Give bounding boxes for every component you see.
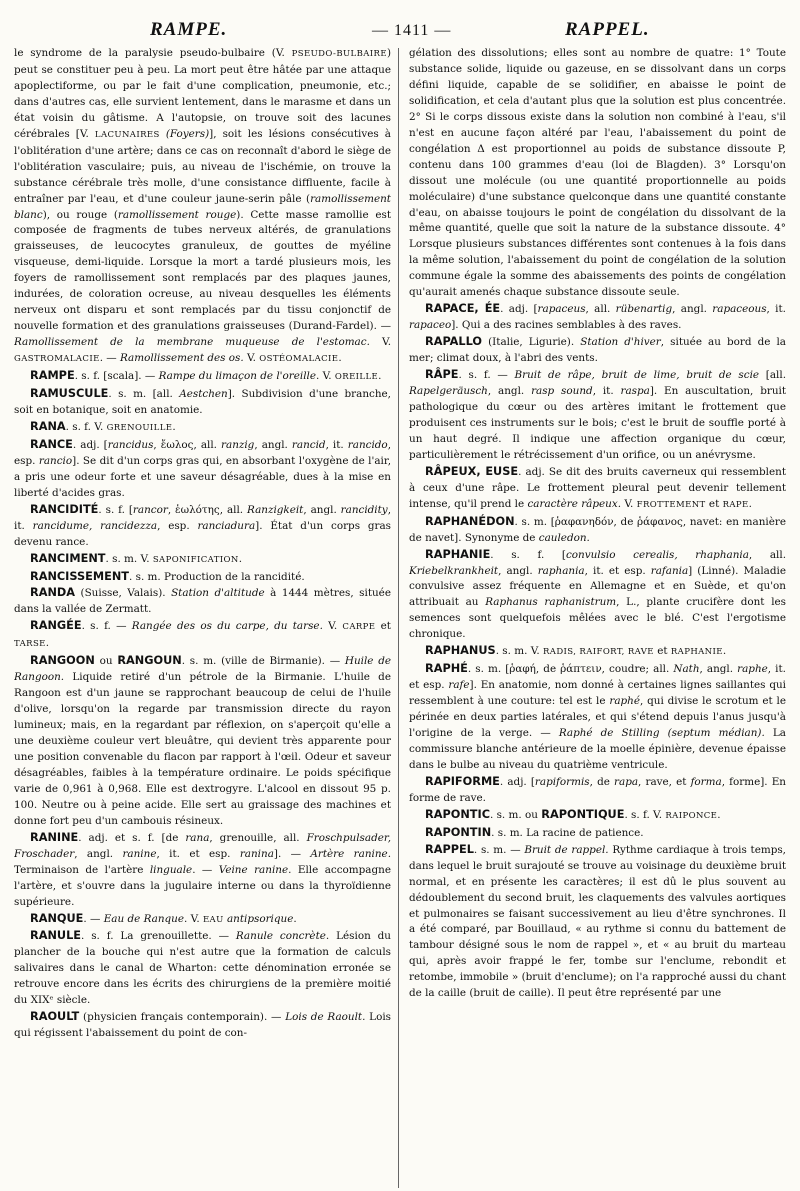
headword: RANCISSEMENT: [30, 569, 129, 583]
entry-text: FROTTEMENT: [636, 499, 706, 510]
entry-text: , ἔωλος, all.: [153, 438, 222, 451]
entry-text: RAIPONCE: [665, 810, 718, 821]
entry-text: rafe: [448, 679, 470, 692]
entry-text: , it. et esp.: [584, 564, 651, 577]
headword: RAPIFORME: [425, 774, 500, 788]
entry-text: rancid: [291, 438, 326, 451]
entry-text: La commissure blanche antérieure de la moelle épinière, devenue épaisse dans le bulbe au niveau du quatrième ventricule.: [409, 727, 786, 771]
entry-text: , all.: [748, 548, 786, 561]
entry-text: .: [172, 420, 176, 433]
entry-text: ranciadura: [197, 519, 256, 532]
entry-text: Froschpulsader, Froschader: [14, 831, 391, 860]
entry-text: Ranule concrète.: [235, 930, 330, 943]
entry-text: Aestchen: [179, 388, 228, 401]
dictionary-entry: [409, 547, 786, 644]
entry-text: . s. f. [scala]. —: [74, 370, 159, 383]
entry-text: Lois qui régissent l'abaissement du point de con-: [14, 1011, 391, 1040]
entry-text: rübenartig: [615, 303, 673, 316]
entry-text: , it.: [766, 303, 786, 316]
entry-text: ranina: [239, 847, 274, 860]
entry-text: , située au bord de la mer; climat doux, à l'abri des vents.: [409, 336, 786, 365]
entry-text: Station d'altitude: [171, 587, 265, 600]
entry-text: rapaceo: [409, 319, 452, 332]
entry-text: , angl.: [672, 303, 713, 316]
entry-text: ) peut se constituer peu à peu. La mort peut être hâtée par une attaque apoplectiforme, ou par le fait d'une complication, pneumonie, etc.; dans d'autres cas, elle survient lentement, dans le marasme et dans un état voisin du gâtisme. A l'autopsie, on trouve soit des lacunes cérébrales [V.: [14, 47, 391, 140]
left-column: [14, 46, 391, 1186]
entry-text: . s. f. V.: [624, 808, 666, 821]
headword: RANCE: [30, 437, 73, 451]
entry-text: RADIS, RAIFORT, RAVE: [542, 647, 654, 658]
entry-text: , it. et esp.: [156, 847, 240, 860]
entry-text: rasp sound: [531, 385, 593, 398]
entry-text: RAPE: [722, 499, 749, 510]
dictionary-entry: [409, 514, 786, 547]
entry-text: EAU: [202, 914, 224, 925]
headword: RÂPEUX, EUSE: [425, 464, 519, 478]
dictionary-entry: [409, 464, 786, 514]
running-head-right: RAPPEL.: [565, 19, 650, 40]
entry-text: Artère ranine.: [310, 847, 391, 860]
entry-text: . s. m. [ῥαφή, de ῥάπτειν, coudre; all.: [467, 663, 674, 676]
entry-text: le syndrome de la paralysie pseudo-bulbaire (V.: [14, 47, 292, 59]
entry-text: à 1444 mètres, située dans la vallée de Zermatt.: [14, 587, 391, 616]
entry-text: . adj. [: [500, 303, 538, 316]
dictionary-entry: [14, 830, 391, 911]
entry-text: .: [586, 531, 590, 544]
entry-text: ), ou rouge (: [42, 208, 118, 221]
entry-text: , angl.: [487, 385, 532, 398]
entry-text: ]. En auscultation, bruit pathologique du cœur ou des artères imitant le frottement que produisent ces instruments sur le bois; c'est le bruit de souffle porté à un haut degré. Il indique une affection organique du cœur, particulièrement le rétrécissement d'un orifice, ou un anévrysme.: [409, 385, 786, 461]
entry-text: rana: [185, 831, 210, 844]
entry-text: rancio: [38, 454, 73, 467]
headword: RAPHANIE: [425, 547, 491, 561]
entry-text: (physicien français contemporain). —: [79, 1011, 286, 1024]
headword: RAPHANUS: [425, 644, 496, 658]
dictionary-entry: [409, 367, 786, 464]
entry-text: , angl.: [303, 503, 341, 516]
entry-text: rancidus: [107, 438, 154, 451]
entry-text: . adj. [: [499, 775, 535, 788]
entry-text: raphania: [537, 564, 585, 577]
headword: RANULE: [30, 929, 81, 943]
headword: RANGOON: [30, 654, 95, 668]
entry-text: . adj. et s. f. [de: [78, 831, 186, 844]
entry-text: Rythme cardiaque à trois temps, dans lequel le bruit surajouté se trouve au voisinage du deuxième bruit normal, et en présente les caractères; il est dû le plus souvent au dédoublement du second bruit, les claquements des valvules aortiques et pulmonaires se faisant successivement au lieu d'être synchrones. Il a été comparé, par Bouillaud, « au rythme si connu du battement de tambour désigné sous le nom de rappel », et « au bruit du marteau qui, après avoir frappé le fer, tombe sur l'enclume, rebondit et retombe, immobile » (bruit d'enclume); on l'a rapproché aussi du chant de la caille (bruit de caille). Il peut être représenté par une: [409, 843, 786, 1000]
entry-text: ranine: [122, 847, 157, 860]
entry-text: , de: [589, 775, 615, 788]
dictionary-entry: [14, 386, 391, 419]
entry-text: , L., plante crucifère dont les semences sont quelquefois mêlées avec le blé. C'est l'ergotisme chronique.: [409, 596, 786, 641]
headword: RAPHÉ: [425, 662, 468, 676]
entry-text: OREILLE: [334, 372, 379, 383]
entry-text: Kriebelkrankheit: [409, 564, 499, 577]
column-divider: [398, 48, 399, 1188]
entry-text: TARSE: [14, 639, 46, 650]
entry-text: rafania: [650, 564, 689, 577]
page-number: — 1411 —: [372, 22, 452, 39]
entry-text: . s. f. —: [81, 620, 132, 633]
headword: RANCIMENT: [30, 551, 106, 565]
dictionary-entry: [409, 301, 786, 334]
dictionary-entry: [14, 437, 391, 502]
entry-text: Station d'hiver: [580, 336, 661, 349]
entry-text: , angl.: [498, 564, 538, 577]
entry-text: .: [378, 370, 382, 383]
entry-text: V.: [319, 370, 335, 383]
dictionary-entry: [14, 569, 391, 586]
entry-text: LACUNAIRES: [94, 129, 160, 140]
entry-text: , angl.: [699, 663, 738, 676]
entry-text: . —: [99, 352, 120, 365]
headword: RAPONTIC: [425, 807, 490, 821]
dictionary-entry: [14, 368, 391, 386]
entry-text: Rangée des os du carpe, du tarse.: [131, 620, 323, 633]
headword: RÂPE: [425, 368, 459, 382]
entry-text: ramollissement rouge: [117, 208, 237, 221]
entry-text: Ranzigkeit: [247, 503, 304, 516]
entry-text: , it.: [592, 385, 621, 398]
entry-text: Raphanus raphanistrum: [485, 596, 617, 609]
entry-text: Bruit de rappel.: [524, 843, 609, 856]
entry-text: convulsio cerealis, rhaphania: [565, 548, 749, 561]
headword: RANGOUN: [117, 654, 182, 668]
entry-text: . adj. [: [72, 438, 108, 451]
entry-text: . s. m. —: [473, 843, 525, 856]
entry-text: , angl.: [254, 438, 292, 451]
entry-text: Bruit de râpe, bruit de lime, bruit de scie: [514, 369, 760, 382]
entry-text: raspa: [620, 385, 650, 398]
dictionary-entry: [14, 1009, 391, 1042]
entry-text: Lésion du plancher de la bouche qui n'est autre que la formation de calculs salivaires dans le canal de Wharton: cette dénomination erronée se retrouve encore dans les écrits des chirurgiens de la première moitié du XIXᵉ siècle.: [14, 930, 391, 1007]
dictionary-entry: [14, 419, 391, 437]
headword: RANGÉE: [30, 619, 82, 633]
entry-text: ). Cette masse ramollie est composée de fragments de tubes nerveux altérés, de granulations graisseuses, de leucocytes granuleux, de gouttes de myéline visqueuse, demi-liquide. Lorsque la mort a tardé plusieurs mois, les foyers de ramollissement sont remplacés par des plaques jaunes, indurées, de coloration ocreuse, au niveau desquelles les éléments nerveux ont disparu et sont remplacés par du tissu conjonctif de nouvelle formation et des granulations graisseuses (Durand-Fardel). —: [14, 208, 391, 333]
entry-text: antipsorique: [226, 912, 294, 925]
entry-text: , esp.: [14, 438, 391, 467]
entry-text: ]. État d'un corps gras devenu rance.: [14, 519, 391, 548]
headword: RAMPE: [30, 369, 75, 383]
dictionary-entry: [14, 551, 391, 569]
entry-text: , grenouille, all.: [209, 831, 307, 844]
headword: RANCIDITÉ: [30, 502, 99, 516]
entry-text: . adj. Se dit des bruits caverneux qui ressemblent à ceux d'une râpe. Le frottement pleural peut devenir tellement intense, qu'il prend le: [409, 465, 786, 510]
entry-text: cauledon: [538, 531, 587, 544]
entry-text: , it.: [14, 503, 391, 532]
entry-text: Veine ranine.: [218, 863, 292, 876]
entry-text: .: [748, 497, 752, 510]
entry-text: .: [717, 808, 721, 821]
entry-text: ramollissement blanc: [14, 192, 391, 221]
entry-text: . s. m. [ῥαφανηδόν, de ῥάφανος, navet: en manière de navet]. Synonyme de: [409, 515, 786, 544]
entry-text: .: [338, 352, 342, 365]
dictionary-entry: [409, 842, 786, 1003]
entry-text: (Foyers): [165, 127, 210, 140]
entry-text: et: [705, 497, 723, 510]
entry-text: rancido: [347, 438, 388, 451]
entry-text: , all.: [585, 303, 616, 316]
headword: RAPHANÉDON: [425, 514, 515, 528]
entry-text: ]. Qui a des racines semblables à des raves.: [451, 319, 682, 332]
entry-text: ranzig: [221, 438, 255, 451]
dictionary-entry: [409, 334, 786, 367]
headword: RAMUSCULE: [30, 387, 109, 401]
entry-text: OSTÉOMALACIE: [259, 354, 339, 365]
entry-text: Huile de Rangoon.: [14, 655, 391, 684]
entry-text: . s. m. [all.: [108, 388, 180, 401]
entry-text: rancidume, rancidezza: [32, 519, 158, 532]
entry-text: rapaceous: [712, 303, 767, 316]
entry-text: , rave, et: [638, 775, 691, 788]
entry-text: raphé: [609, 695, 641, 708]
headword: RANA: [30, 419, 66, 433]
entry-text: GASTROMALACIE: [14, 354, 100, 365]
entry-text: raphe: [737, 663, 768, 676]
headword: RAPONTIQUE: [541, 807, 625, 821]
headword: RANQUE: [30, 911, 84, 925]
entry-text: , ἑωλότης, all.: [167, 503, 248, 516]
headword: RAOULT: [30, 1010, 80, 1024]
entry-text: , forme]. En forme de rave.: [409, 775, 786, 804]
dictionary-entry: [14, 585, 391, 618]
entry-text: Liquide retiré d'un pétrole de la Birmanie. L'huile de Rangoon est d'un jaune se rapprochant beaucoup de celui de l'huile d'olive, lorsqu'on la regarde par transmission directe du rayon lumineux; mais, en la regardant par réflexion, on s'aperçoit qu'elle a une deuxième couleur vert bleuâtre, qui devient très apparente pour une position convenable du flacon par rapport à l'œil. Odeur et saveur désagréables, faibles à la température ordinaire. Le poids spécifique varie de 0,961 à 0,968. Elle est dextrogyre. L'alcool en dissout 95 p. 100. Neutre ou à peine acide. Elle sert au graissage des machines et donne fort peu d'un cambouis résineux.: [14, 671, 391, 827]
dictionary-entry: [409, 774, 786, 807]
entry-text: . s. f. —: [458, 369, 515, 382]
entry-text: et: [375, 620, 391, 633]
entry-text: caractère râpeux.: [527, 497, 622, 510]
entry-text: forma: [690, 775, 722, 788]
entry-text: Rampe du limaçon de l'oreille.: [158, 370, 320, 383]
entry-text: Ramollissement de la membrane muqueuse de l'estomac.: [14, 336, 370, 349]
entry-text: rancor: [132, 503, 168, 516]
entry-text: SAPONIFICATION: [152, 554, 239, 565]
entry-text: Rapelgeräusch: [409, 385, 488, 398]
entry-text: (Italie, Ligurie).: [482, 336, 581, 349]
entry-text: .: [722, 645, 727, 658]
entry-text: Raphé de Stilling (septum médian).: [558, 727, 765, 740]
headword: RANINE: [30, 830, 79, 844]
entry-text: (Suisse, Valais).: [75, 587, 172, 600]
entry-text: . —: [83, 912, 104, 925]
dictionary-entry: [14, 502, 391, 551]
entry-text: rapaceus: [537, 303, 586, 316]
entry-text: ]. —: [273, 847, 311, 860]
entry-text: V.: [621, 497, 637, 510]
headword: RAPPEL: [425, 842, 474, 856]
entry-text: . s. m. V.: [495, 645, 543, 658]
entry-text: CARPE: [342, 622, 376, 633]
entry-text: . s. f. [: [98, 503, 133, 516]
entry-text: . s. m. ou: [489, 808, 542, 821]
entry-text: rapa: [614, 775, 639, 788]
entry-text: , it. et esp.: [409, 663, 786, 692]
entry-text: PSEUDO-BULBAIRE: [291, 49, 387, 59]
entry-text: , angl.: [74, 847, 123, 860]
dictionary-entry: [14, 928, 391, 1009]
entry-text: . s. m. La racine de patience.: [491, 826, 644, 839]
entry-text: .: [45, 637, 50, 650]
entry-text: . s. f. V.: [65, 420, 107, 433]
entry-text: Ramollissement des os.: [120, 352, 244, 365]
entry-text: Terminaison de l'artère: [14, 863, 150, 876]
entry-text: . s. f. La grenouillette. —: [81, 930, 236, 943]
entry-text: V.: [243, 352, 260, 365]
entry-text: Eau de Ranque.: [103, 912, 188, 925]
entry-text: . s. m. V.: [105, 552, 153, 565]
dictionary-entry: [409, 807, 786, 825]
entry-text: Nath: [673, 663, 700, 676]
entry-text: ]. Subdivision d'une branche, soit en botanique, soit en anatomie.: [14, 388, 391, 416]
entry-continuation: [14, 46, 391, 368]
dictionary-entry: [14, 653, 391, 829]
entry-text: Elle accompagne l'artère, et s'ouvre dans la jugulaire interne ou dans la thyroïdienne supérieure.: [14, 863, 391, 908]
entry-text: V.: [369, 336, 391, 349]
entry-text: , qui divise le scrotum et le périnée en deux parties latérales, et qui s'étend depuis l'anus jusqu'à l'origine de la verge. —: [409, 695, 786, 740]
dictionary-entry: [14, 911, 391, 929]
entry-text: rapiformis: [534, 775, 590, 788]
entry-text: .: [238, 552, 243, 565]
dictionary-entry: [14, 618, 391, 653]
entry-text: , esp.: [157, 519, 198, 532]
entry-text: ] (Linné). Maladie convulsive assez fréquente en Allemagne et en Suède, et qu'on attribuait au: [409, 564, 786, 609]
dictionary-entry: [409, 825, 786, 842]
entry-text: .: [293, 912, 297, 925]
headword: RAPACE, ÉE: [425, 302, 501, 316]
entry-text: . s. m. (ville de Birmanie). —: [181, 655, 345, 668]
entry-text: ou: [94, 655, 118, 668]
entry-text: RAPHANIE: [670, 647, 723, 658]
right-column: [409, 46, 786, 1186]
entry-text: V.: [187, 912, 203, 925]
entry-text: . s. f. [: [490, 548, 566, 561]
entry-text: linguale: [149, 863, 193, 876]
entry-text: , it.: [325, 438, 348, 451]
entry-text: GRENOUILLE: [106, 422, 173, 433]
entry-text: ]. Se dit d'un corps gras qui, en absorbant l'oxygène de l'air, a pris une odeur forte et une saveur désagréable, dues à la mise en liberté d'acides gras.: [14, 454, 391, 499]
entry-text: . —: [192, 863, 219, 876]
entry-text: Lois de Raoult.: [285, 1011, 366, 1024]
headword: RAPALLO: [425, 335, 483, 349]
entry-continuation: [409, 46, 786, 301]
entry-text: . s. m. Production de la rancidité.: [129, 570, 305, 583]
entry-text: et: [653, 645, 671, 658]
entry-text: V.: [322, 620, 343, 633]
headword: RANDA: [30, 586, 76, 600]
dictionary-entry: [409, 661, 786, 774]
entry-text: [all.: [759, 369, 786, 382]
entry-text: ]. En anatomie, nom donné à certaines lignes saillantes qui ressemblent à une couture: tel est le: [409, 679, 786, 708]
running-head-left: RAMPE.: [150, 19, 228, 40]
entry-text: ], soit les lésions consécutives à l'oblitération d'une artère; dans ce cas on reconnaît d'abord le siège de l'oblitération vasculaire; puis, au niveau de l'ischémie, on trouve la substance cérébrale très molle, d'une consistance diffluente, facile à entraîner par l'eau, et d'une couleur jaune-serin pâle (: [14, 127, 391, 205]
dictionary-entry: [409, 643, 786, 661]
entry-text: rancidity: [340, 503, 388, 516]
entry-text: gélation des dissolutions; elles sont au nombre de quatre: 1° Toute substance solide, liquide ou gazeuse, en se dissolvant dans un corps défini liquide, capable de se solidifier, en abaisse le point de solidification, et cela d'autant plus que la solution est plus concentrée. 2° Si le corps dissous existe dans la solution non combiné à l'eau, s'il n'est en aucune façon altéré par l'eau, l'abaissement du point de congélation Δ est proportionnel au poids de substance dissoute P, contenu dans 100 grammes d'eau (loi de Blagden). 3° Lorsqu'on dissout une molécule (ou une quantité proportionnelle au poids moléculaire) d'une substance quelconque dans une quantité constante d'eau, on abaisse toujours le point de congélation du dissolvant de la même quantité, quelle que soit la nature de la substance dissoute. 4° Lorsque plusieurs substances différentes sont contenues à la fois dans la même solution, l'abaissement du point de congélation de la solution commune égale la somme des abaissements des points de congélation qu'aurait amenés chaque substance dissoute seule.: [409, 47, 786, 299]
headword: RAPONTIN: [425, 825, 492, 839]
